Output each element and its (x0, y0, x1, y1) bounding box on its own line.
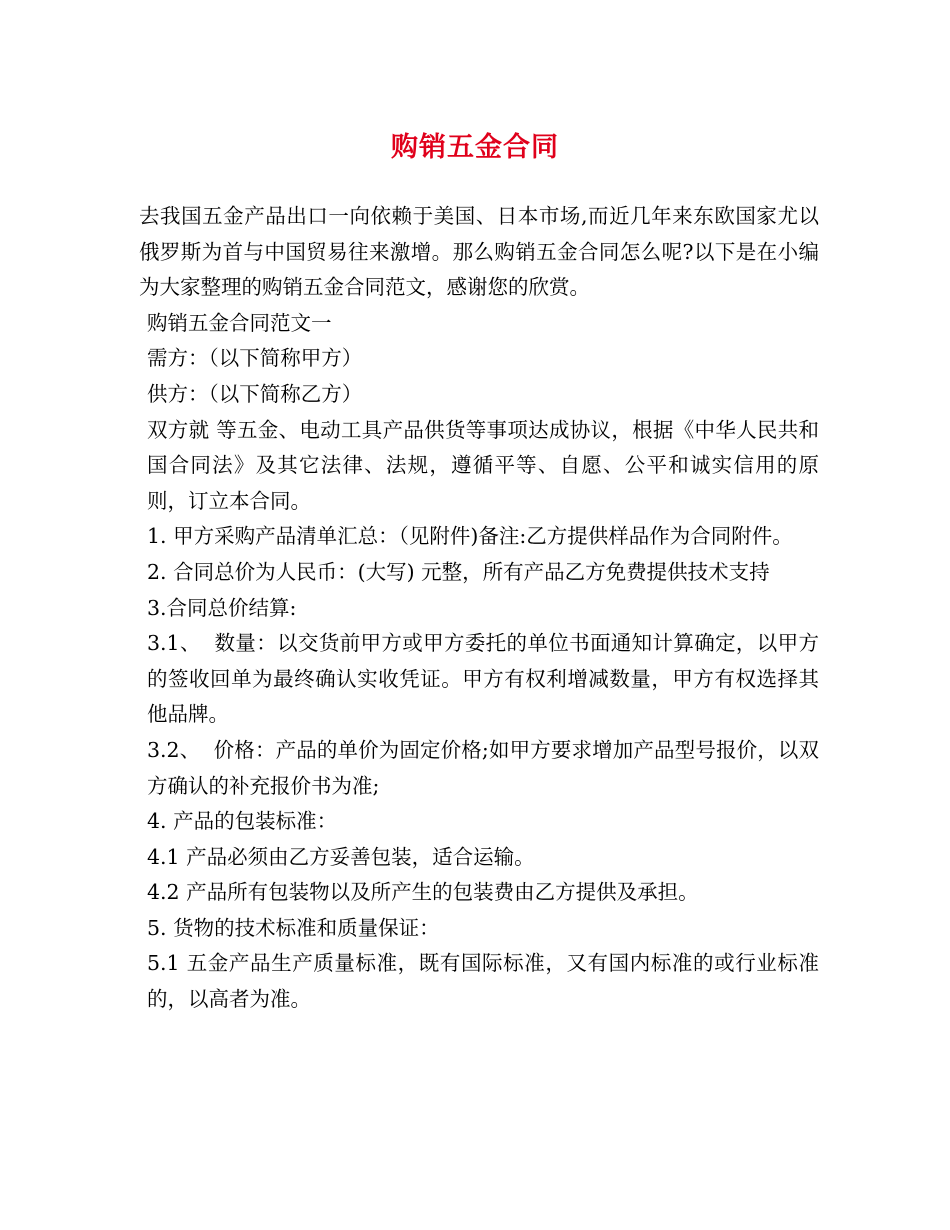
clause-4: 4. 产品的包装标准： (147, 809, 338, 834)
document-body (139, 199, 819, 1018)
clause-5: 5. 货物的技术标准和质量保证： (147, 915, 440, 940)
clause-3-2: 3.2、 价格：产品的单价为固定价格;如甲方要求增加产品型号报价，以双方确认的补充报价书为准; (147, 737, 819, 798)
clause-2: 2. 合同总价为人民币：(大写) 元整，所有产品乙方免费提供技术支持 (147, 559, 770, 584)
supplier-line: 供方：（以下简称乙方） (147, 381, 363, 406)
document-title: 购销五金合同 (391, 132, 559, 163)
clause-4-1: 4.1 产品必须由乙方妥善包装，适合运输。 (147, 844, 535, 869)
intro-paragraph: 去我国五金产品出口一向依赖于美国、日本市场,而近几年来东欧国家尤以俄罗斯为首与中国贸易往来激增。那么购销五金合同怎么呢?以下是在小编为大家整理的购销五金合同范文，感谢您的欣赏。 (139, 204, 819, 300)
agreement-paragraph: 双方就 等五金、电动工具产品供货等事项达成协议，根据《中华人民共和国合同法》及其它法律、法规，遵循平等、自愿、公平和诚实信用的原则，订立本合同。 (147, 417, 819, 513)
section-heading: 购销五金合同范文一 (147, 310, 332, 335)
buyer-line: 需方：（以下简称甲方） (147, 346, 363, 371)
clause-3-1: 3.1、 数量：以交货前甲方或甲方委托的单位书面通知计算确定，以甲方的签收回单为最终确认实收凭证。甲方有权利增减数量，甲方有权选择其他品牌。 (147, 631, 819, 727)
clause-3: 3.合同总价结算: (147, 595, 297, 620)
clause-4-2: 4.2 产品所有包装物以及所产生的包装费由乙方提供及承担。 (147, 880, 699, 905)
clause-1: 1. 甲方采购产品清单汇总：（见附件)备注:乙方提供样品作为合同附件。 (147, 524, 793, 549)
clause-5-1: 5.1 五金产品生产质量标准，既有国际标准，又有国内标准的或行业标准的，以高者为准。 (147, 951, 819, 1012)
